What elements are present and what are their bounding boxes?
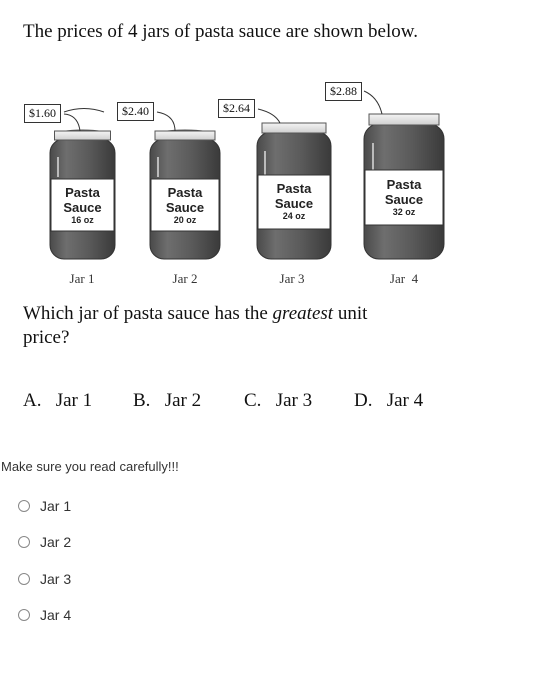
jar-4-price-tag: $2.88 — [325, 82, 362, 101]
jar-3-price-tag: $2.64 — [218, 99, 255, 118]
radio-jar-4[interactable] — [18, 609, 30, 621]
jar-1-label-line2: Sauce — [63, 200, 102, 215]
jar-3-size: 24 oz — [282, 211, 306, 221]
choice-d: D. Jar 4 — [354, 390, 424, 411]
choice-b: B. Jar 2 — [133, 390, 202, 411]
jar-3-label-line2: Sauce — [274, 196, 314, 211]
jar-2-size: 20 oz — [173, 215, 197, 225]
prompt-emphasis: greatest — [272, 303, 334, 324]
jar-4-label-line2: Sauce — [384, 192, 424, 207]
option-label: Jar 2 — [40, 534, 72, 550]
jar-3-label-line1: Pasta — [276, 181, 312, 196]
option-jar-4[interactable] — [18, 605, 71, 625]
radio-jar-1[interactable] — [18, 500, 30, 512]
jar-2-label-line1: Pasta — [167, 185, 203, 200]
jar-3-caption: Jar 3 — [279, 271, 305, 286]
jar-2-price-tag: $2.40 — [117, 102, 154, 121]
jar-1 — [50, 109, 115, 260]
prompt-after: unit price? — [23, 303, 368, 348]
jar-1-size: 16 oz — [71, 215, 94, 225]
choice-a: A. Jar 1 — [23, 390, 93, 411]
jar-4-size: 32 oz — [392, 207, 416, 217]
question-intro: The prices of 4 jars of pasta sauce are shown below. — [23, 21, 418, 42]
question-prompt — [23, 302, 418, 350]
jar-1-label-line1: Pasta — [65, 185, 100, 200]
jar-2-caption: Jar 2 — [172, 271, 198, 286]
instruction-note: Make sure you read carefully!!! — [1, 459, 179, 474]
choice-c: C. Jar 3 — [244, 390, 313, 411]
option-label: Jar 4 — [40, 607, 72, 623]
option-jar-3[interactable] — [18, 569, 71, 589]
option-jar-2[interactable] — [18, 532, 71, 552]
jar-4-label-line1: Pasta — [386, 177, 422, 192]
jar-1-caption: Jar 1 — [69, 271, 95, 286]
option-label: Jar 3 — [40, 571, 72, 587]
prompt-before: Which jar of pasta sauce has the — [23, 303, 268, 324]
jars-illustration — [0, 75, 534, 300]
option-jar-1[interactable] — [18, 496, 71, 516]
radio-jar-3[interactable] — [18, 573, 30, 585]
jar-4-caption: Jar 4 — [389, 271, 419, 286]
radio-jar-2[interactable] — [18, 536, 30, 548]
jar-2-label-line2: Sauce — [165, 200, 205, 215]
jar-1-price-tag: $1.60 — [24, 104, 61, 123]
option-label: Jar 1 — [40, 498, 72, 514]
